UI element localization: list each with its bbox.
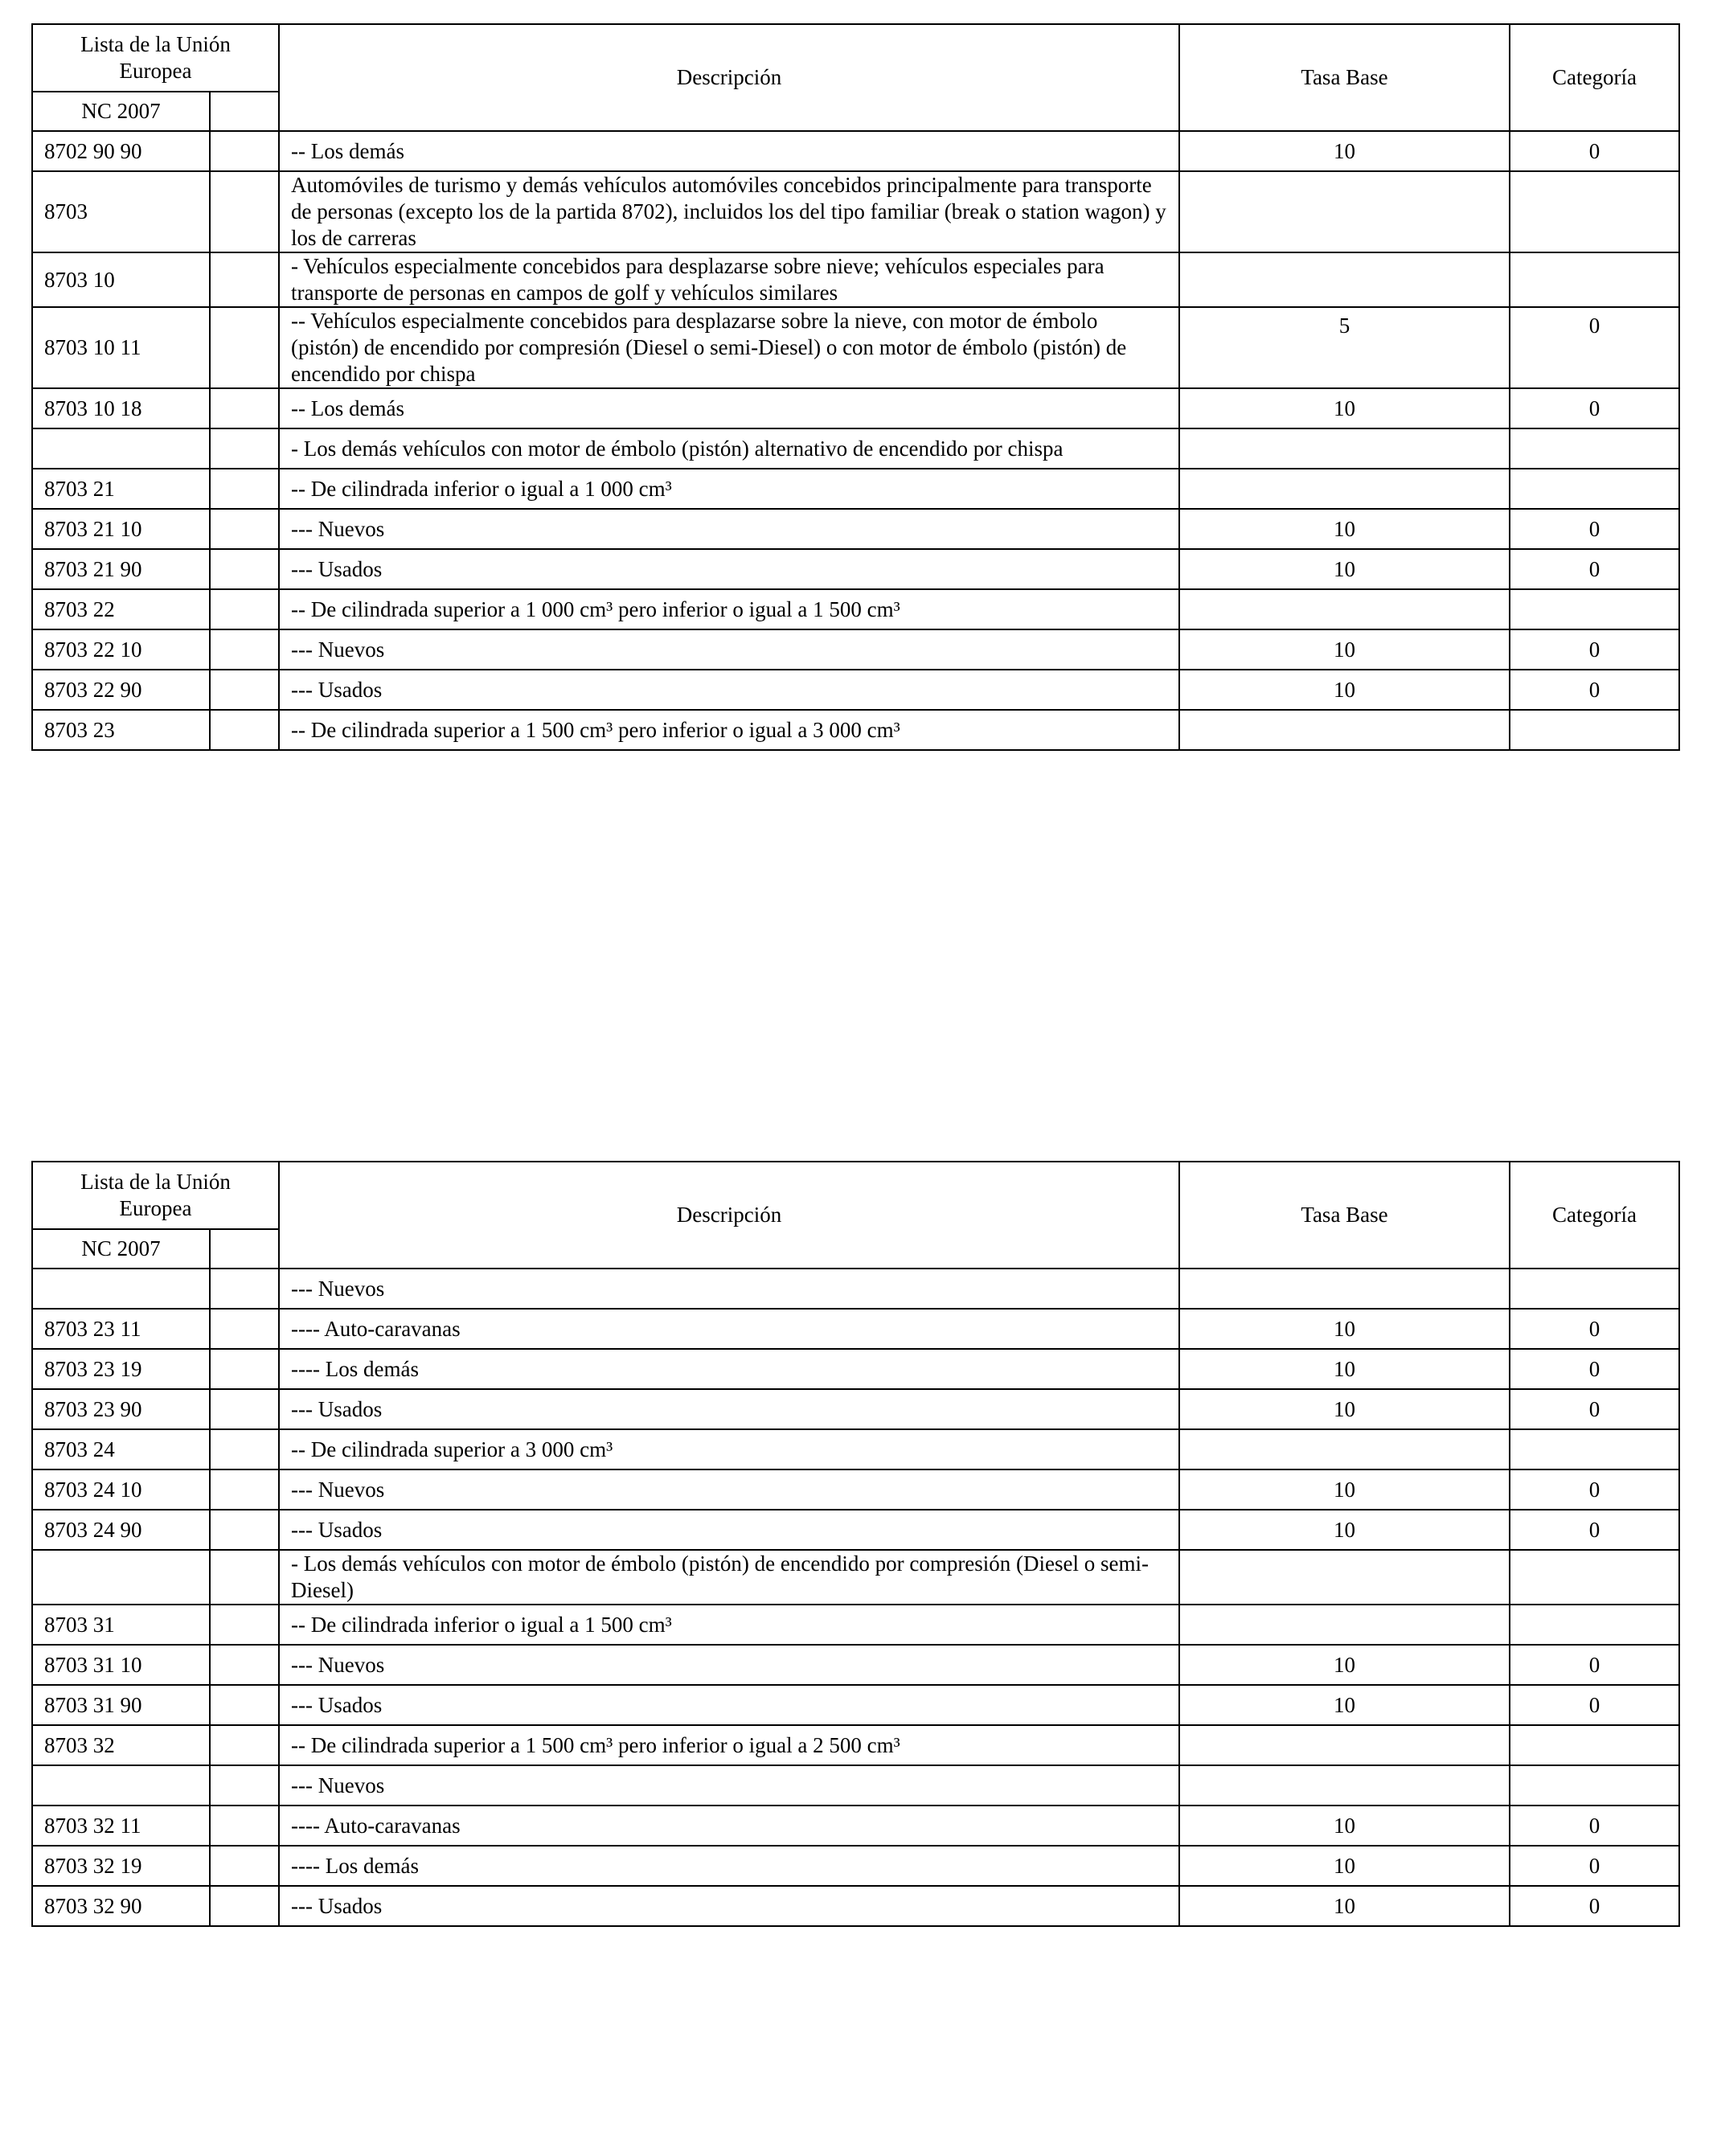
header-blank-cell (210, 1229, 279, 1269)
table-row (32, 131, 1679, 171)
categoria-cell (1510, 1765, 1679, 1806)
table-row (32, 1725, 1679, 1765)
nc-code-cell: 8703 23 90 (32, 1389, 210, 1429)
nc-code-cell: 8703 32 90 (32, 1886, 210, 1926)
description-cell: -- De cilindrada superior a 1 500 cm³ pero inferior o igual a 3 000 cm³ (279, 710, 1179, 750)
table-row (32, 1886, 1679, 1926)
blank-cell (210, 1349, 279, 1389)
nc-code-cell: 8703 22 (32, 589, 210, 629)
description-cell: --- Usados (279, 549, 1179, 589)
tasa-base-cell: 10 (1179, 1349, 1510, 1389)
nc-code-cell: 8703 32 11 (32, 1806, 210, 1846)
description-cell: --- Usados (279, 1510, 1179, 1550)
header-categoria: Categoría (1510, 24, 1679, 131)
table-row (32, 1469, 1679, 1510)
description-cell: - Los demás vehículos con motor de émbolo (pistón) de encendido por compresión (Diesel o semi-Diesel) (279, 1550, 1179, 1605)
categoria-cell (1510, 1725, 1679, 1765)
table-row (32, 307, 1679, 388)
categoria-cell: 0 (1510, 1685, 1679, 1725)
tasa-base-cell: 10 (1179, 388, 1510, 428)
tasa-base-cell: 10 (1179, 549, 1510, 589)
blank-cell (210, 549, 279, 589)
header-nc-2007: NC 2007 (32, 1229, 210, 1269)
categoria-cell: 0 (1510, 1309, 1679, 1349)
table-row (32, 1846, 1679, 1886)
blank-cell (210, 589, 279, 629)
blank-cell (210, 1685, 279, 1725)
table-row (32, 1765, 1679, 1806)
table-row (32, 1510, 1679, 1550)
nc-code-cell: 8703 (32, 171, 210, 252)
blank-cell (210, 428, 279, 469)
description-cell: -- De cilindrada superior a 1 000 cm³ pero inferior o igual a 1 500 cm³ (279, 589, 1179, 629)
categoria-cell: 0 (1510, 1806, 1679, 1846)
categoria-cell: 0 (1510, 670, 1679, 710)
categoria-cell (1510, 252, 1679, 307)
nc-code-cell (32, 1550, 210, 1605)
blank-cell (210, 1510, 279, 1550)
description-cell: ---- Auto-caravanas (279, 1309, 1179, 1349)
nc-code-cell: 8703 32 (32, 1725, 210, 1765)
description-cell: --- Usados (279, 1886, 1179, 1926)
nc-code-cell: 8703 24 90 (32, 1510, 210, 1550)
blank-cell (210, 1429, 279, 1469)
header-lista-ue: Lista de la Unión Europea (32, 1162, 279, 1229)
nc-code-cell: 8703 23 11 (32, 1309, 210, 1349)
nc-code-cell: 8703 21 (32, 469, 210, 509)
categoria-cell (1510, 171, 1679, 252)
categoria-cell (1510, 1429, 1679, 1469)
blank-cell (210, 1886, 279, 1926)
table-row (32, 1605, 1679, 1645)
description-cell: --- Nuevos (279, 1645, 1179, 1685)
header-lista-ue: Lista de la Unión Europea (32, 24, 279, 92)
blank-cell (210, 1605, 279, 1645)
table-row (32, 388, 1679, 428)
header-categoria: Categoría (1510, 1162, 1679, 1269)
table-row (32, 589, 1679, 629)
description-cell: ---- Auto-caravanas (279, 1806, 1179, 1846)
tasa-base-cell (1179, 171, 1510, 252)
categoria-cell: 0 (1510, 1349, 1679, 1389)
tariff-table-1 (31, 23, 1680, 751)
nc-code-cell (32, 428, 210, 469)
table-row (32, 1389, 1679, 1429)
blank-cell (210, 670, 279, 710)
categoria-cell: 0 (1510, 388, 1679, 428)
nc-code-cell (32, 1269, 210, 1309)
blank-cell (210, 171, 279, 252)
description-cell: ---- Los demás (279, 1846, 1179, 1886)
categoria-cell (1510, 469, 1679, 509)
tasa-base-cell (1179, 1429, 1510, 1469)
table-row (32, 1269, 1679, 1309)
table-row (32, 710, 1679, 750)
nc-code-cell: 8703 22 90 (32, 670, 210, 710)
tasa-base-cell (1179, 469, 1510, 509)
categoria-cell: 0 (1510, 1510, 1679, 1550)
table-row (32, 1309, 1679, 1349)
table-row (32, 670, 1679, 710)
description-cell: -- Los demás (279, 388, 1179, 428)
tasa-base-cell: 10 (1179, 1389, 1510, 1429)
nc-code-cell: 8703 32 19 (32, 1846, 210, 1886)
table-row (32, 1685, 1679, 1725)
categoria-cell (1510, 428, 1679, 469)
description-cell: -- De cilindrada superior a 1 500 cm³ pero inferior o igual a 2 500 cm³ (279, 1725, 1179, 1765)
description-cell: --- Nuevos (279, 629, 1179, 670)
tasa-base-cell: 10 (1179, 670, 1510, 710)
tasa-base-cell (1179, 589, 1510, 629)
description-cell: --- Usados (279, 1389, 1179, 1429)
table-row (32, 428, 1679, 469)
categoria-cell (1510, 589, 1679, 629)
table-row (32, 171, 1679, 252)
blank-cell (210, 1765, 279, 1806)
nc-code-cell: 8703 21 10 (32, 509, 210, 549)
tasa-base-cell: 10 (1179, 1469, 1510, 1510)
header-tasa-base: Tasa Base (1179, 1162, 1510, 1269)
categoria-cell: 0 (1510, 307, 1679, 388)
blank-cell (210, 1725, 279, 1765)
tasa-base-cell: 10 (1179, 1886, 1510, 1926)
description-cell: -- De cilindrada superior a 3 000 cm³ (279, 1429, 1179, 1469)
categoria-cell: 0 (1510, 629, 1679, 670)
blank-cell (210, 1309, 279, 1349)
description-cell: ---- Los demás (279, 1349, 1179, 1389)
nc-code-cell: 8703 22 10 (32, 629, 210, 670)
header-tasa-base: Tasa Base (1179, 24, 1510, 131)
nc-code-cell: 8703 21 90 (32, 549, 210, 589)
tasa-base-cell: 10 (1179, 1510, 1510, 1550)
nc-code-cell: 8702 90 90 (32, 131, 210, 171)
tasa-base-cell (1179, 252, 1510, 307)
description-cell: --- Nuevos (279, 1765, 1179, 1806)
blank-cell (210, 1469, 279, 1510)
categoria-cell: 0 (1510, 1469, 1679, 1510)
description-cell: --- Nuevos (279, 1269, 1179, 1309)
categoria-cell: 0 (1510, 1846, 1679, 1886)
categoria-cell: 0 (1510, 131, 1679, 171)
nc-code-cell: 8703 24 (32, 1429, 210, 1469)
tasa-base-cell (1179, 1269, 1510, 1309)
description-cell: - Los demás vehículos con motor de émbolo (pistón) alternativo de encendido por chispa (279, 428, 1179, 469)
categoria-cell: 0 (1510, 549, 1679, 589)
tasa-base-cell: 10 (1179, 1846, 1510, 1886)
blank-cell (210, 131, 279, 171)
blank-cell (210, 1846, 279, 1886)
tasa-base-cell: 10 (1179, 1309, 1510, 1349)
description-cell: -- De cilindrada inferior o igual a 1 000 cm³ (279, 469, 1179, 509)
blank-cell (210, 629, 279, 670)
description-cell: -- De cilindrada inferior o igual a 1 500 cm³ (279, 1605, 1179, 1645)
header-blank-cell (210, 92, 279, 131)
nc-code-cell: 8703 31 (32, 1605, 210, 1645)
categoria-cell (1510, 1605, 1679, 1645)
categoria-cell (1510, 1550, 1679, 1605)
tasa-base-cell (1179, 1725, 1510, 1765)
tasa-base-cell: 10 (1179, 1685, 1510, 1725)
blank-cell (210, 1806, 279, 1846)
tasa-base-cell: 10 (1179, 509, 1510, 549)
tasa-base-cell: 10 (1179, 1645, 1510, 1685)
table-row (32, 1349, 1679, 1389)
description-cell: -- Vehículos especialmente concebidos para desplazarse sobre la nieve, con motor de émbolo (pistón) de encendido por compresión (Diesel o semi-Diesel) o con motor de émbolo (pistón) de encendido por chispa (279, 307, 1179, 388)
description-cell: --- Usados (279, 670, 1179, 710)
header-nc-2007: NC 2007 (32, 92, 210, 131)
blank-cell (210, 509, 279, 549)
table-row (32, 252, 1679, 307)
blank-cell (210, 1550, 279, 1605)
table-row (32, 469, 1679, 509)
blank-cell (210, 710, 279, 750)
tasa-base-cell (1179, 1550, 1510, 1605)
table-row (32, 629, 1679, 670)
tasa-base-cell (1179, 710, 1510, 750)
nc-code-cell: 8703 10 18 (32, 388, 210, 428)
categoria-cell: 0 (1510, 1886, 1679, 1926)
nc-code-cell: 8703 10 11 (32, 307, 210, 388)
description-cell: - Vehículos especialmente concebidos para desplazarse sobre nieve; vehículos especiales para transporte de personas en campos de golf y vehículos similares (279, 252, 1179, 307)
table-row (32, 1550, 1679, 1605)
categoria-cell: 0 (1510, 509, 1679, 549)
tasa-base-cell: 10 (1179, 131, 1510, 171)
description-cell: -- Los demás (279, 131, 1179, 171)
table-row (32, 1429, 1679, 1469)
nc-code-cell (32, 1765, 210, 1806)
blank-cell (210, 469, 279, 509)
categoria-cell (1510, 710, 1679, 750)
blank-cell (210, 1269, 279, 1309)
blank-cell (210, 1645, 279, 1685)
description-cell: Automóviles de turismo y demás vehículos automóviles concebidos principalmente para transporte de personas (excepto los de la partida 8702), incluidos los del tipo familiar (break o station wagon) y los de carreras (279, 171, 1179, 252)
tasa-base-cell: 10 (1179, 1806, 1510, 1846)
tasa-base-cell (1179, 1765, 1510, 1806)
description-cell: --- Nuevos (279, 1469, 1179, 1510)
blank-cell (210, 388, 279, 428)
tasa-base-cell (1179, 428, 1510, 469)
description-cell: --- Usados (279, 1685, 1179, 1725)
tasa-base-cell (1179, 1605, 1510, 1645)
table-row (32, 509, 1679, 549)
description-cell: --- Nuevos (279, 509, 1179, 549)
nc-code-cell: 8703 23 (32, 710, 210, 750)
table-row (32, 1645, 1679, 1685)
blank-cell (210, 307, 279, 388)
categoria-cell: 0 (1510, 1389, 1679, 1429)
nc-code-cell: 8703 31 90 (32, 1685, 210, 1725)
header-descripcion: Descripción (279, 24, 1179, 131)
nc-code-cell: 8703 31 10 (32, 1645, 210, 1685)
table-row (32, 1806, 1679, 1846)
table-row (32, 549, 1679, 589)
blank-cell (210, 1389, 279, 1429)
nc-code-cell: 8703 23 19 (32, 1349, 210, 1389)
blank-cell (210, 252, 279, 307)
tasa-base-cell: 10 (1179, 629, 1510, 670)
categoria-cell (1510, 1269, 1679, 1309)
nc-code-cell: 8703 24 10 (32, 1469, 210, 1510)
header-descripcion: Descripción (279, 1162, 1179, 1269)
categoria-cell: 0 (1510, 1645, 1679, 1685)
tariff-table-2 (31, 1161, 1680, 1927)
nc-code-cell: 8703 10 (32, 252, 210, 307)
tasa-base-cell: 5 (1179, 307, 1510, 388)
